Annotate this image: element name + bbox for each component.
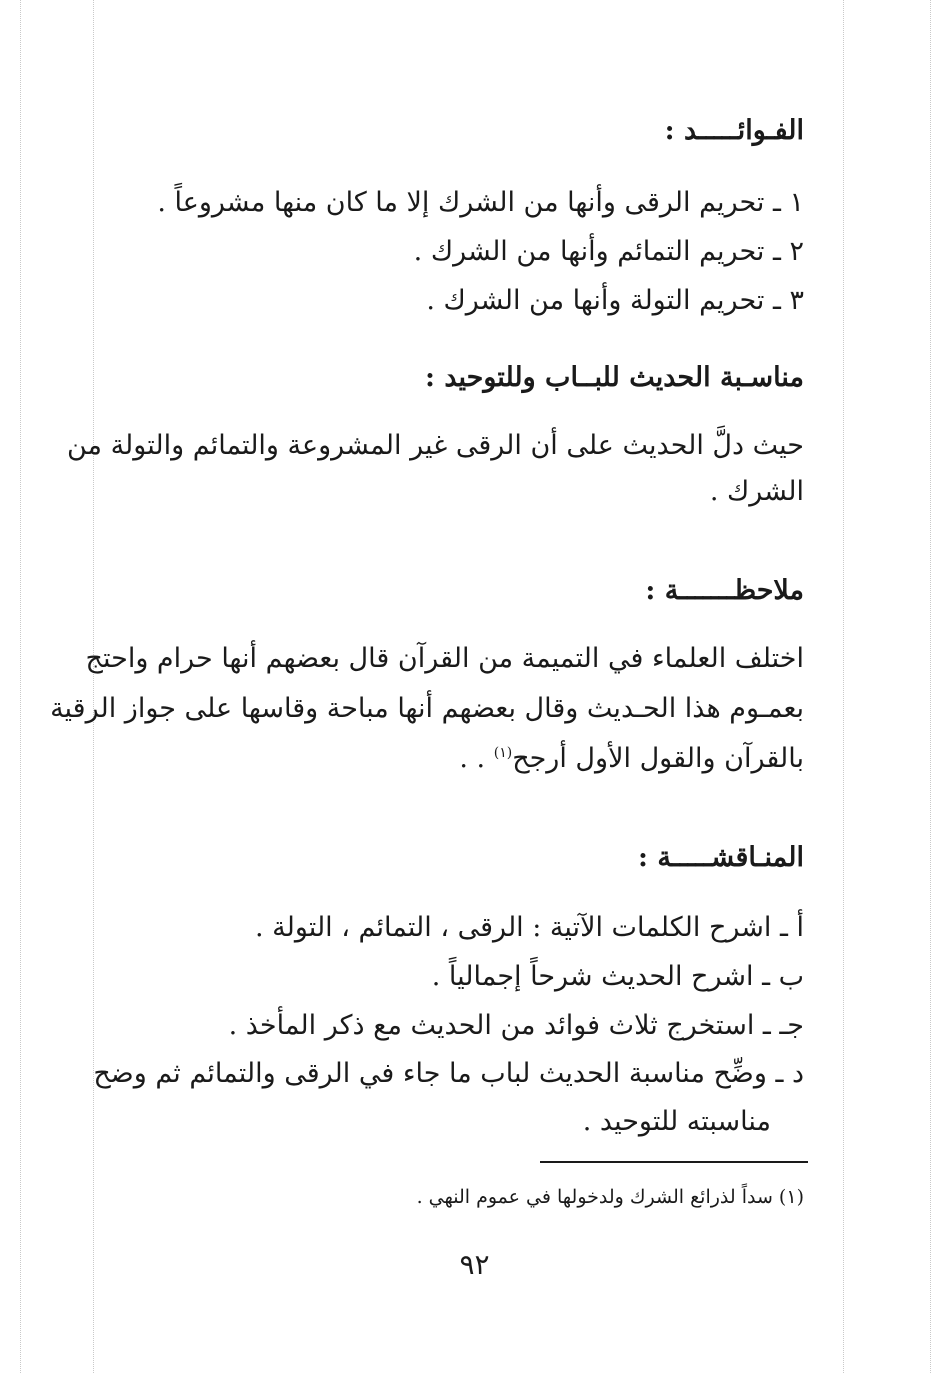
scan-guide-line <box>93 0 94 1373</box>
note-heading: ملاحظـــــــة : <box>645 575 804 606</box>
discussion-item-continuation: مناسبته للتوحيد . <box>582 1106 771 1137</box>
page-number: ٩٢ <box>459 1248 490 1281</box>
discussion-heading: المنـاقشـــــة : <box>637 842 804 873</box>
note-paragraph-line <box>459 743 804 775</box>
benefits-heading: الفـوائـــــد : <box>664 115 804 146</box>
scan-guide-line <box>20 0 21 1373</box>
note-last-line-end: . . <box>459 743 494 774</box>
discussion-item: أ ـ اشرح الكلمات الآتية : الرقى ، التمائم ، التولة . <box>254 912 804 943</box>
note-last-line-text: بالقرآن والقول الأول أرجح <box>512 743 804 774</box>
scan-guide-line <box>843 0 844 1373</box>
footnote-text: (١) سداً لذرائع الشرك ولدخولها في عموم النهي . <box>416 1186 804 1208</box>
note-paragraph-line: اختلف العلماء في التميمة من القرآن قال بعضهم أنها حرام واحتج <box>85 643 804 674</box>
benefit-item: ٣ ـ تحريم التولة وأنها من الشرك . <box>426 285 804 316</box>
discussion-item: د ـ وضِّح مناسبة الحديث لباب ما جاء في الرقى والتمائم ثم وضح <box>93 1058 804 1089</box>
discussion-item: ب ـ اشرح الحديث شرحاً إجمالياً . <box>431 961 804 992</box>
footnote-divider <box>540 1161 808 1163</box>
footnote-reference: (١) <box>493 745 513 761</box>
relevance-paragraph-line: الشرك . <box>709 476 804 507</box>
relevance-paragraph-line: حيث دلَّ الحديث على أن الرقى غير المشروعة والتمائم والتولة من <box>66 430 804 461</box>
discussion-item: جـ ـ استخرج ثلاث فوائد من الحديث مع ذكر المأخذ . <box>228 1010 804 1041</box>
note-paragraph-line: بعمـوم هذا الحـديث وقال بعضهم أنها مباحة وقاسها على جواز الرقية <box>50 693 804 724</box>
benefit-item: ١ ـ تحريم الرقى وأنها من الشرك إلا ما كان منها مشروعاً . <box>157 187 804 218</box>
scan-guide-line <box>930 0 931 1373</box>
benefit-item: ٢ ـ تحريم التمائم وأنها من الشرك . <box>413 236 804 267</box>
relevance-heading: مناسـبة الحديث للبــاب وللتوحيد : <box>424 362 804 393</box>
